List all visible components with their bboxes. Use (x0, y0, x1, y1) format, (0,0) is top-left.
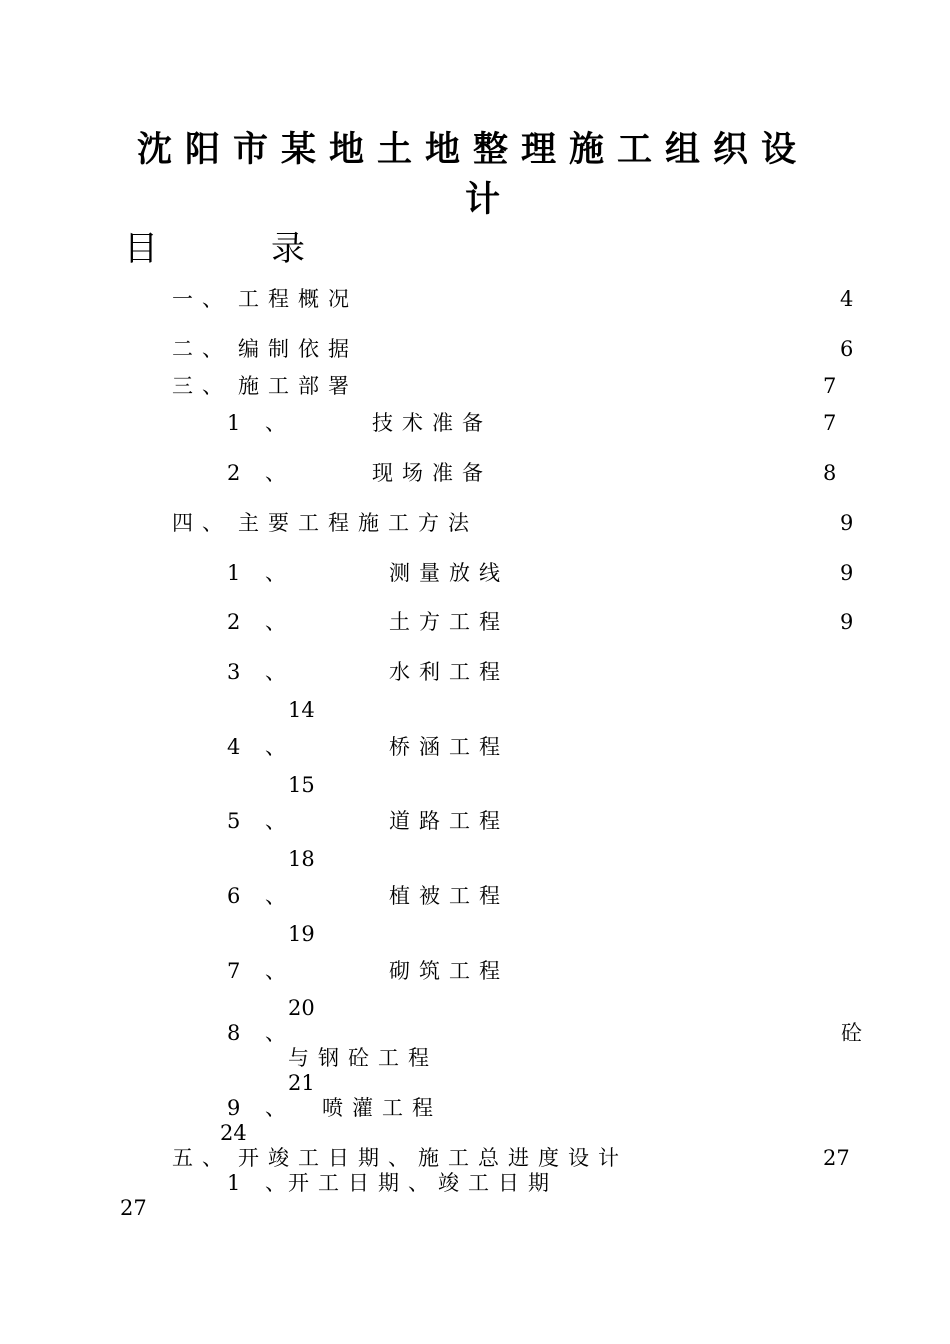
toc-subitem-number[interactable]: 4 、 (227, 735, 296, 759)
toc-subitem-label[interactable]: 土方工程 (389, 610, 509, 634)
toc-item-label[interactable]: 施工部署 (238, 374, 358, 398)
toc-subitem-label[interactable]: 桥涵工程 (389, 735, 509, 759)
toc-item-page[interactable]: 27 (823, 1146, 850, 1170)
toc-subitem-page[interactable]: 27 (120, 1196, 147, 1220)
toc-subitem-number[interactable]: 8 、 (227, 1021, 296, 1045)
toc-subitem-label[interactable]: 测量放线 (389, 561, 509, 585)
toc-item-number[interactable]: 三、 (172, 374, 232, 398)
toc-subitem-number[interactable]: 7 、 (227, 959, 296, 983)
toc-subitem-number[interactable]: 2 、 (227, 610, 296, 634)
toc-item-label[interactable]: 开竣工日期、施工总进度设计 (238, 1146, 628, 1170)
toc-subitem-number[interactable]: 3 、 (227, 660, 296, 684)
toc-subitem-page[interactable]: 20 (288, 996, 315, 1020)
toc-subitem-page[interactable]: 21 (288, 1071, 315, 1095)
toc-heading-left: 目 (124, 229, 158, 269)
toc-subitem-label[interactable]: 砌筑工程 (389, 959, 509, 983)
toc-subitem-label[interactable]: 喷灌工程 (322, 1096, 442, 1120)
toc-subitem-number[interactable]: 6 、 (227, 884, 296, 908)
toc-subitem-label-part2[interactable]: 与钢砼工程 (288, 1046, 438, 1070)
toc-subitem-label[interactable]: 技术准备 (372, 411, 492, 435)
document-title-line-2: 计 (465, 180, 514, 220)
toc-subitem-page[interactable]: 24 (220, 1121, 247, 1145)
toc-subitem-page[interactable]: 9 (840, 610, 854, 634)
toc-subitem-label[interactable]: 现场准备 (372, 461, 492, 485)
toc-subitem-page[interactable]: 18 (288, 847, 315, 871)
toc-subitem-page[interactable]: 15 (288, 773, 315, 797)
toc-subitem-number[interactable]: 2 、 (227, 461, 296, 485)
toc-subitem-page[interactable]: 14 (288, 698, 315, 722)
toc-subitem-page[interactable]: 8 (823, 461, 837, 485)
toc-item-number[interactable]: 四、 (172, 511, 232, 535)
toc-subitem-label[interactable]: 植被工程 (389, 884, 509, 908)
toc-subitem-label[interactable]: 开工日期、竣工日期 (288, 1171, 558, 1195)
toc-heading-right: 录 (271, 229, 305, 269)
toc-item-label[interactable]: 工程概况 (238, 287, 358, 311)
toc-subitem-number[interactable]: 5 、 (227, 809, 296, 833)
toc-subitem-page[interactable]: 19 (288, 922, 315, 946)
toc-subitem-page[interactable]: 9 (840, 561, 854, 585)
toc-item-label[interactable]: 编制依据 (238, 337, 358, 361)
toc-item-label[interactable]: 主要工程施工方法 (238, 511, 478, 535)
toc-subitem-number[interactable]: 1 、 (227, 411, 296, 435)
toc-subitem-label[interactable]: 道路工程 (389, 809, 509, 833)
document-title-line-1: 沈阳市某地土地整理施工组织设 (137, 130, 810, 170)
toc-item-number[interactable]: 一、 (172, 287, 232, 311)
toc-item-page[interactable]: 9 (840, 511, 854, 535)
toc-item-number[interactable]: 五、 (172, 1146, 232, 1170)
toc-item-number[interactable]: 二、 (172, 337, 232, 361)
toc-item-page[interactable]: 4 (840, 287, 854, 311)
toc-subitem-label-part1[interactable]: 砼 (841, 1021, 871, 1045)
toc-subitem-number[interactable]: 1 、 (227, 1171, 296, 1195)
toc-subitem-page[interactable]: 7 (823, 411, 837, 435)
toc-subitem-number[interactable]: 9 、 (227, 1096, 296, 1120)
toc-item-page[interactable]: 6 (840, 337, 854, 361)
toc-item-page[interactable]: 7 (823, 374, 837, 398)
toc-subitem-number[interactable]: 1 、 (227, 561, 296, 585)
toc-subitem-label[interactable]: 水利工程 (389, 660, 509, 684)
